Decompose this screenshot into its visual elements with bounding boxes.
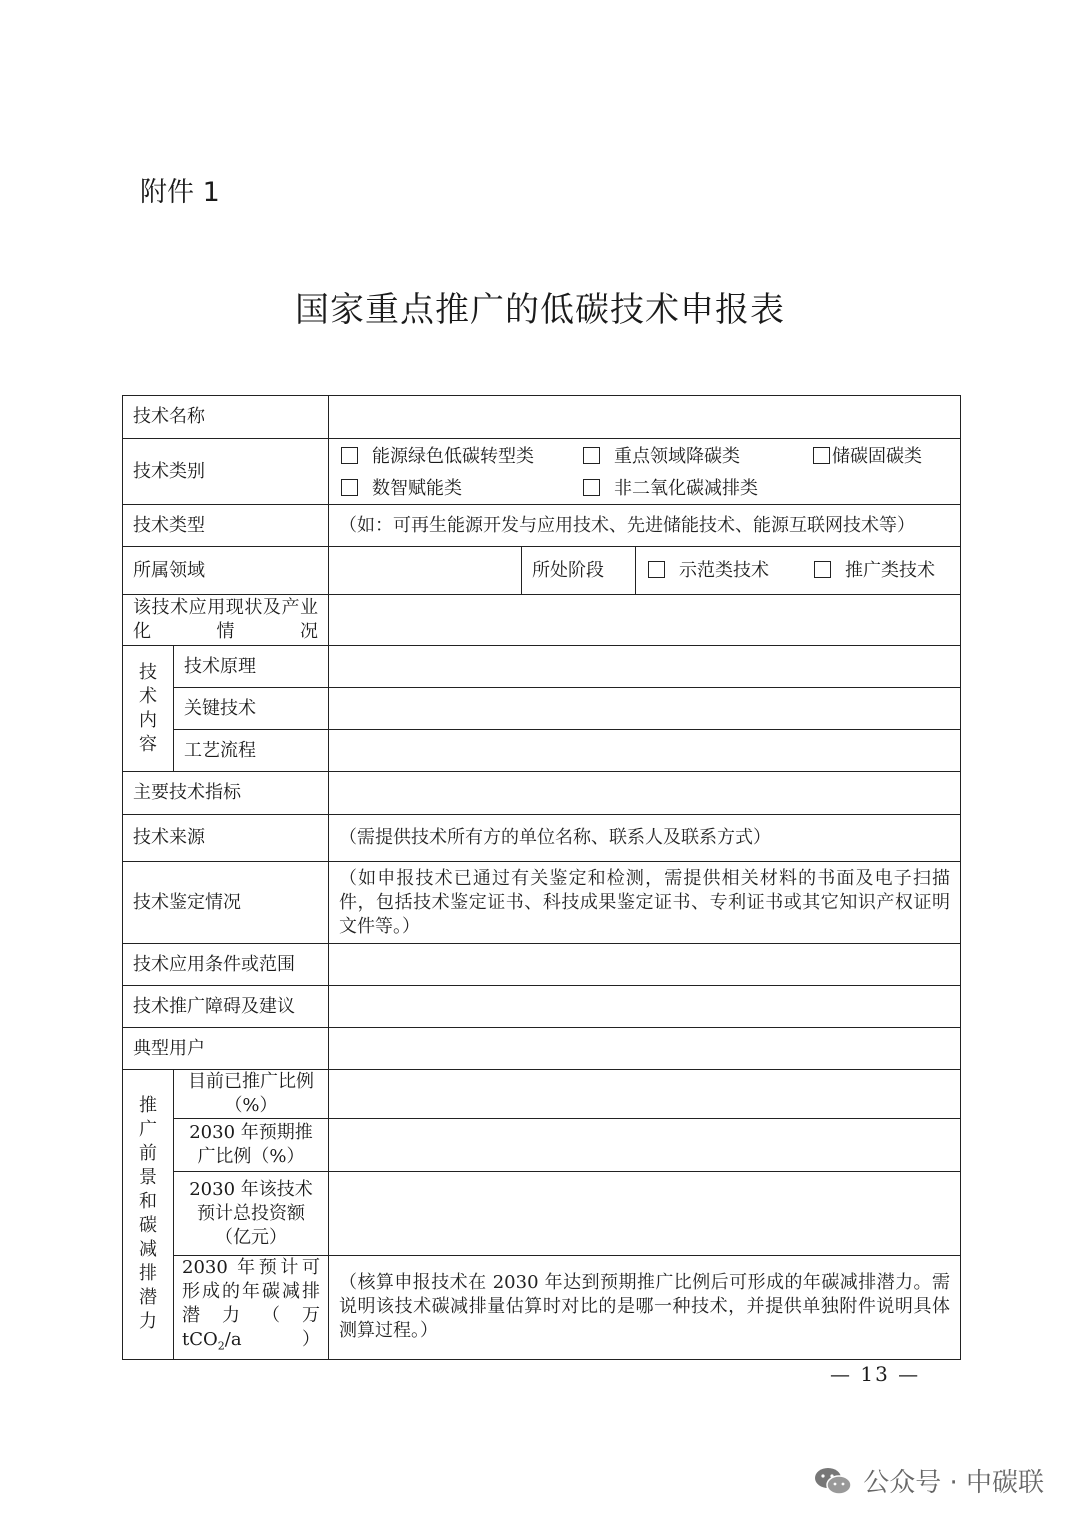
watermark-text: 公众号 · 中碳联	[863, 1468, 1044, 1498]
label-reduction-2030: 2030 年预计可形成的年碳减排潜力（万 tCO$_2$/a）	[174, 1256, 329, 1360]
input-ratio-2030[interactable]	[329, 1119, 961, 1172]
label-ratio-2030: 2030 年预期推广比例（%）	[174, 1119, 329, 1172]
label-process-flow: 工艺流程	[174, 730, 329, 772]
row-typical-users	[123, 1028, 961, 1070]
hint-tech-source[interactable]: （需提供技术所有方的单位名称、联系人及联系方式）	[329, 815, 961, 862]
page-number: — 13 —	[830, 1362, 921, 1386]
input-conditions[interactable]	[329, 944, 961, 986]
label-tech-category: 技术类别	[123, 439, 329, 505]
option-promotion[interactable]: 推广类技术	[814, 559, 935, 583]
input-barriers[interactable]	[329, 986, 961, 1028]
row-barriers	[123, 986, 961, 1028]
row-field-stage	[123, 547, 961, 595]
label-tech-source: 技术来源	[123, 815, 329, 862]
stage-options	[636, 547, 961, 595]
row-appraisal	[123, 862, 961, 944]
option-demonstration[interactable]: 示范类技术	[648, 559, 769, 583]
label-tech-principle: 技术原理	[174, 646, 329, 688]
input-main-indicators[interactable]	[329, 772, 961, 815]
input-key-tech[interactable]	[329, 688, 961, 730]
application-form	[122, 395, 961, 1360]
attachment-label: 附件 1	[140, 177, 220, 208]
input-tech-principle[interactable]	[329, 646, 961, 688]
input-tech-name[interactable]	[329, 396, 961, 439]
option-energy-transition[interactable]: 能源绿色低碳转型类	[341, 445, 534, 469]
label-application-status: 该技术应用现状及产业化情况	[123, 595, 329, 646]
input-current-ratio[interactable]	[329, 1070, 961, 1119]
hint-reduction-2030[interactable]: （核算申报技术在 2030 年达到预期推广比例后可形成的年碳减排潜力。需说明该技术碳减排量估算时对比的是哪一种技术，并提供单独附件说明具体测算过程。）	[329, 1256, 961, 1360]
checkbox-icon[interactable]	[648, 561, 665, 578]
option-carbon-storage[interactable]: 储碳固碳类	[813, 445, 922, 469]
label-typical-users: 典型用户	[123, 1028, 329, 1070]
label-main-indicators: 主要技术指标	[123, 772, 329, 815]
checkbox-icon[interactable]	[341, 447, 358, 464]
row-tech-source	[123, 815, 961, 862]
label-tech-name: 技术名称	[123, 396, 329, 439]
option-key-sector[interactable]: 重点领域降碳类	[583, 445, 740, 469]
input-typical-users[interactable]	[329, 1028, 961, 1070]
category-options	[329, 439, 961, 505]
label-current-ratio: 目前已推广比例（%）	[174, 1070, 329, 1119]
hint-tech-type[interactable]: （如：可再生能源开发与应用技术、先进储能技术、能源互联网技术等）	[329, 505, 961, 547]
row-current-ratio	[123, 1070, 961, 1119]
label-prospect-group: 推广前景和碳减排潜力	[123, 1070, 174, 1360]
option-non-co2[interactable]: 非二氧化碳减排类	[583, 477, 758, 501]
row-tech-principle	[123, 646, 961, 688]
input-process-flow[interactable]	[329, 730, 961, 772]
input-investment-2030[interactable]	[329, 1172, 961, 1256]
label-key-tech: 关键技术	[174, 688, 329, 730]
option-digital[interactable]: 数智赋能类	[341, 477, 462, 501]
label-appraisal: 技术鉴定情况	[123, 862, 329, 944]
row-main-indicators	[123, 772, 961, 815]
checkbox-icon[interactable]	[341, 479, 358, 496]
checkbox-icon[interactable]	[583, 447, 600, 464]
label-tech-type: 技术类型	[123, 505, 329, 547]
input-application-status[interactable]	[329, 595, 961, 646]
row-application-status	[123, 595, 961, 646]
checkbox-icon[interactable]	[814, 561, 831, 578]
document-title: 国家重点推广的低碳技术申报表	[295, 290, 785, 330]
label-investment-2030: 2030 年该技术预计总投资额（亿元）	[174, 1172, 329, 1256]
label-stage: 所处阶段	[522, 547, 636, 595]
hint-appraisal[interactable]: （如申报技术已通过有关鉴定和检测，需提供相关材料的书面及电子扫描件，包括技术鉴定证书、科技成果鉴定证书、专利证书或其它知识产权证明文件等。）	[329, 862, 961, 944]
label-conditions: 技术应用条件或范围	[123, 944, 329, 986]
row-tech-category	[123, 439, 961, 505]
row-ratio-2030	[123, 1119, 961, 1172]
row-conditions	[123, 944, 961, 986]
input-field[interactable]	[329, 547, 522, 595]
row-tech-name	[123, 396, 961, 439]
row-key-tech	[123, 688, 961, 730]
checkbox-icon[interactable]	[813, 447, 830, 464]
row-process-flow	[123, 730, 961, 772]
row-reduction-2030	[123, 1256, 961, 1360]
label-tech-content: 技术内容	[123, 646, 174, 772]
checkbox-icon[interactable]	[583, 479, 600, 496]
label-field: 所属领域	[123, 547, 329, 595]
row-investment-2030	[123, 1172, 961, 1256]
watermark	[813, 1462, 1044, 1499]
row-tech-type	[123, 505, 961, 547]
wechat-icon	[813, 1466, 853, 1496]
label-barriers: 技术推广障碍及建议	[123, 986, 329, 1028]
